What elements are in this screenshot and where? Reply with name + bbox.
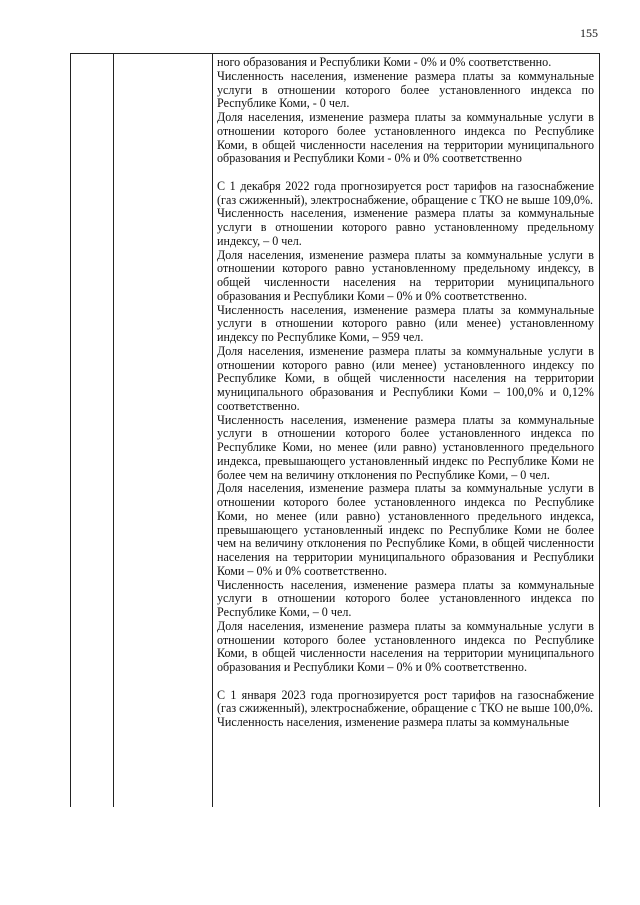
- paragraph: Численность населения, изменение размера платы за коммунальные услуги в отношении которого более установленного индекса по Республике Коми, – 0 чел.: [217, 577, 594, 619]
- table-column-divider-2: [212, 53, 213, 807]
- paragraph: Доля населения, изменение размера платы за коммунальные услуги в отношении которого равно (или менее) установленного индексу по Республике Коми, в общей численности населения на территории муниципального образования и Республики Коми – 100,0% и 0,12% соответственно.: [217, 343, 594, 413]
- table-top-border: [70, 53, 600, 54]
- table-text-column: [217, 56, 594, 730]
- block-gap: [217, 166, 594, 180]
- page-number: 155: [580, 26, 598, 40]
- paragraph: Численность населения, изменение размера платы за коммунальные: [217, 715, 570, 729]
- paragraph: Доля населения, изменение размера платы за коммунальные услуги в отношении которого более установленного индекса по Республике Коми, но менее (или равно) установленного предельного индекса, превышающего установленный индекс по Республике Коми не более чем на величину отклонения по Республике Коми, в общей численности населения на территории муниципального образования и Республики Коми – 0% и 0% соответственно.: [217, 481, 594, 578]
- table-right-border: [599, 53, 600, 807]
- text-block-3: [217, 689, 594, 730]
- paragraph: Доля населения, изменение размера платы за коммунальные услуги в отношении которого более установленного индекса по Республике Коми, в общей численности населения на территории муниципального образования и Республики Коми – 0% и 0% соответственно.: [217, 618, 594, 674]
- paragraph: Численность населения, изменение размера платы за коммунальные услуги в отношении которого более установленного индекса по Республике Коми, - 0 чел.: [217, 68, 594, 111]
- paragraph: ного образования и Республики Коми - 0% и 0% соответственно.: [217, 55, 552, 69]
- table-left-border: [70, 53, 71, 807]
- text-block-1: [217, 56, 594, 166]
- paragraph: Численность населения, изменение размера платы за коммунальные услуги в отношении которого более установленного индекса по Республике Коми, но менее (или равно) установленного предельного индекса, превышающего установленный индекс по Республике Коми не более чем на величину отклонения по Республике Коми, – 0 чел.: [217, 412, 594, 482]
- table-column-divider-1: [113, 53, 114, 807]
- paragraph: Численность населения, изменение размера платы за коммунальные услуги в отношении которого равно установленному предельному индексу, – 0 чел.: [217, 206, 594, 248]
- paragraph: Доля населения, изменение размера платы за коммунальные услуги в отношении которого более установленного индекса по Республике Коми, в общей численности населения на территории муниципального образования и Республики Коми - 0% и 0% соответственно: [217, 110, 594, 166]
- paragraph: С 1 января 2023 года прогнозируется рост тарифов на газоснабжение (газ сжиженный), электроснабжение, обращение с ТКО не выше 100,0%.: [217, 687, 594, 716]
- paragraph: С 1 декабря 2022 года прогнозируется рост тарифов на газоснабжение (газ сжиженный), электроснабжение, обращение с ТКО не выше 109,0%.: [217, 178, 594, 207]
- block-gap: [217, 675, 594, 689]
- paragraph: Доля населения, изменение размера платы за коммунальные услуги в отношении которого равно установленному предельному индексу, в общей численности населения на территории муниципального образования и Республики Коми – 0% и 0% соответственно.: [217, 247, 594, 303]
- text-block-2: [217, 180, 594, 675]
- paragraph: Численность населения, изменение размера платы за коммунальные услуги в отношении которого равно (или менее) установленному индексу по Республике Коми, – 959 чел.: [217, 302, 594, 344]
